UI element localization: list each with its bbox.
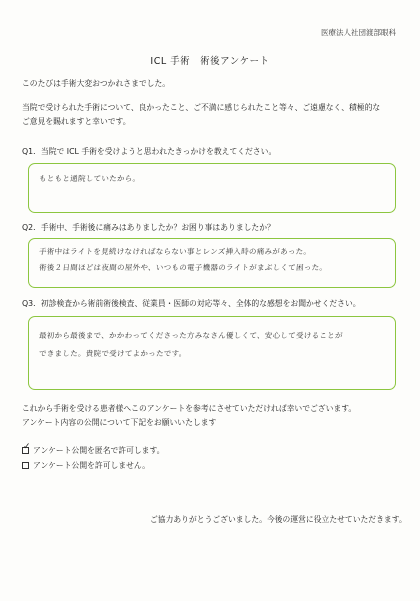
checkbox-checked[interactable] <box>22 442 31 454</box>
question-1-answer-box[interactable] <box>28 163 396 213</box>
request-text-line1: 当院で受けられた手術について、良かったこと、ご不満に感じられたこと等々、ご遠慮なく、積極的な <box>22 103 381 112</box>
question-3-answer-line1: 最初から最後まで、かかわってくださった方みなさん優しくて、安心して受けることが <box>38 331 344 340</box>
consent-option-decline-label: アンケート公開を許可しません。 <box>33 461 150 470</box>
organization-name: 医療法人社団渡部眼科 <box>321 28 396 37</box>
question-2-label: Q2．手術中、手術後に痛みはありましたか？お困り事はありましたか？ <box>22 223 275 232</box>
question-3-label: Q3．初診検査から術前術後検査、従業員・医師の対応等々、全体的な感想をお聞かせください。 <box>22 299 361 308</box>
consent-option-anonymous-label: アンケート公開を匿名で許可します。 <box>33 446 165 455</box>
check-mark-icon: ✓ <box>23 442 31 452</box>
consent-option-anonymous[interactable] <box>22 442 165 456</box>
question-2-answer-line2: 術後２日間ほどは夜間の屋外や、いつもの電子機器のライトがまぶしくて困った。 <box>38 263 328 272</box>
question-1-answer-line1: もともと通院していたから。 <box>38 174 141 183</box>
survey-title: ICL 手術 術後アンケート <box>150 56 270 67</box>
checkbox-unchecked[interactable] <box>22 462 29 469</box>
thanks-text: ご協力ありがとうございました。今後の運営に役立たせていただきます。 <box>150 515 407 524</box>
question-3-answer-line2: できました。貴院で受けてよかったです。 <box>38 349 187 358</box>
consent-text-line2: アンケート内容の公開について下記をお願いいたします <box>22 418 217 427</box>
consent-option-decline[interactable] <box>22 460 150 471</box>
question-1-label: Q1．当院で ICL 手術を受けようと思われたきっかけを教えてください。 <box>22 147 277 156</box>
question-3-answer-box[interactable] <box>28 316 396 390</box>
consent-text-line1: これから手術を受ける患者様へこのアンケートを参考にさせていただければ幸いでございます。 <box>22 404 357 413</box>
question-2-answer-box[interactable] <box>28 238 396 288</box>
request-text-line2: ご意見を賜れますと幸いです。 <box>22 117 131 126</box>
question-2-answer-line1: 手術中はライトを見続けなければならない事とレンズ挿入時の痛みがあった。 <box>38 247 312 256</box>
greeting-text: このたびは手術大変おつかれさまでした。 <box>22 79 171 88</box>
